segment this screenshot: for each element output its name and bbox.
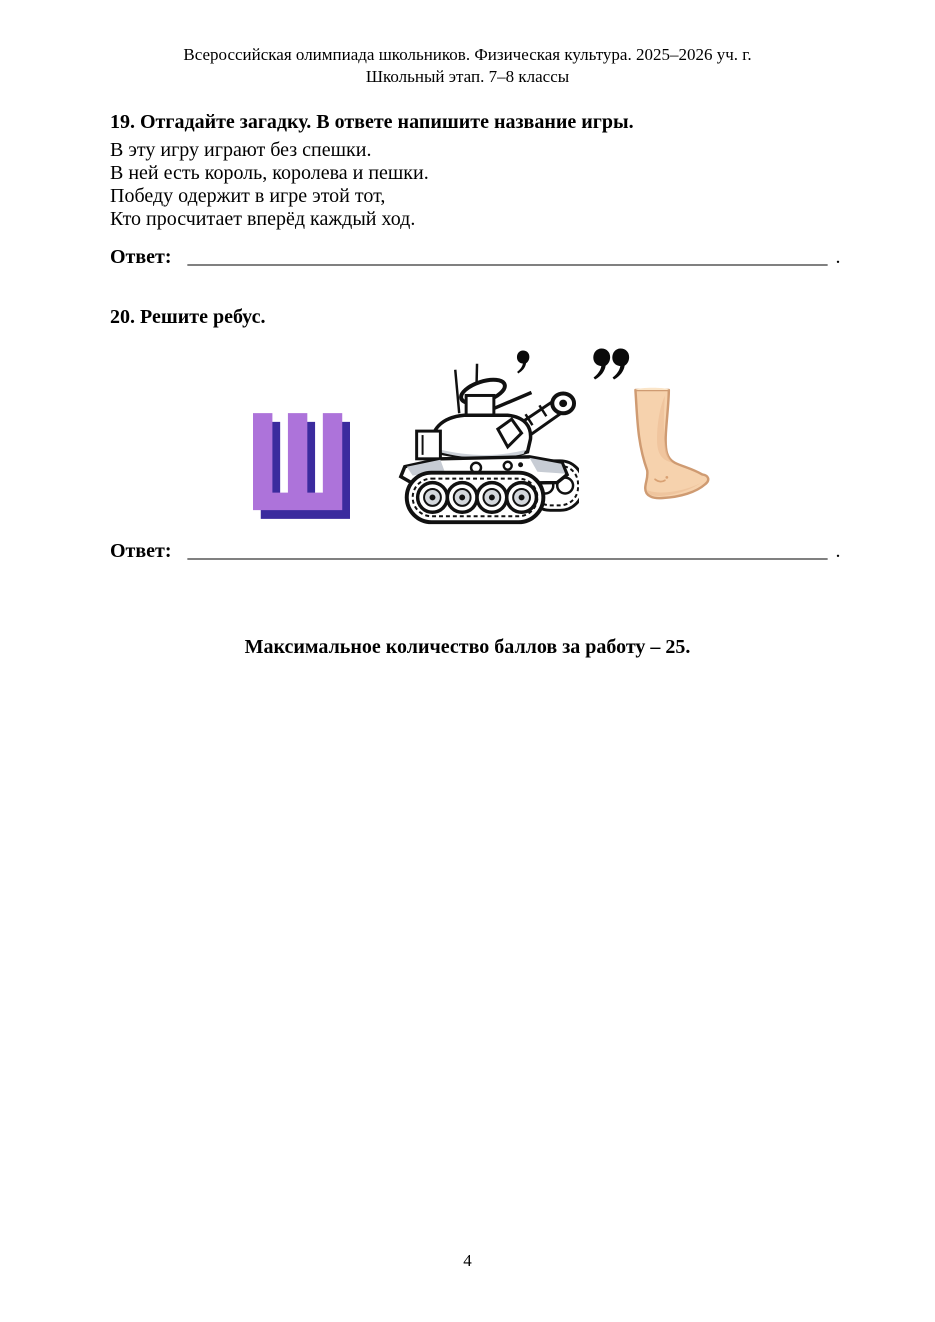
riddle-line-1: В эту игру играют без спешки. <box>110 139 372 161</box>
header-line-2: Школьный этап. 7–8 классы <box>365 67 570 86</box>
header-line-1: Всероссийская олимпиада школьников. Физическая культура. 2025–2026 уч. г. <box>183 45 752 64</box>
riddle-line-3: Победу одержит в игре этой тот, <box>110 185 386 207</box>
riddle-line-2: В ней есть король, королева и пешки. <box>110 162 429 184</box>
tank-icon <box>381 354 579 533</box>
sh-letter-icon <box>253 413 350 524</box>
double-comma-icon <box>592 348 630 385</box>
answer-period-20: . <box>835 540 841 562</box>
answer-blank-20: ________________________________________________________________ <box>187 540 828 562</box>
question-19-riddle <box>110 139 429 231</box>
leg-icon <box>604 386 714 507</box>
rebus <box>110 336 850 541</box>
riddle-line-4: Кто просчитает вперёд каждый ход. <box>110 208 416 230</box>
answer-row-19 <box>110 246 841 269</box>
answer-label-20: Ответ: <box>110 540 172 562</box>
max-points-note: Максимальное количество баллов за работу – 25. <box>244 636 691 658</box>
question-20-heading: 20. Решите ребус. <box>110 306 266 328</box>
page-number: 4 <box>463 1251 472 1270</box>
answer-row-20 <box>110 540 841 563</box>
answer-period-19: . <box>835 246 841 268</box>
question-19-heading: 19. Отгадайте загадку. В ответе напишите название игры. <box>110 111 634 133</box>
page-header <box>0 44 935 88</box>
answer-blank-19: ________________________________________________________________ <box>187 246 828 268</box>
answer-label-19: Ответ: <box>110 246 172 268</box>
comma-icon <box>516 346 530 383</box>
